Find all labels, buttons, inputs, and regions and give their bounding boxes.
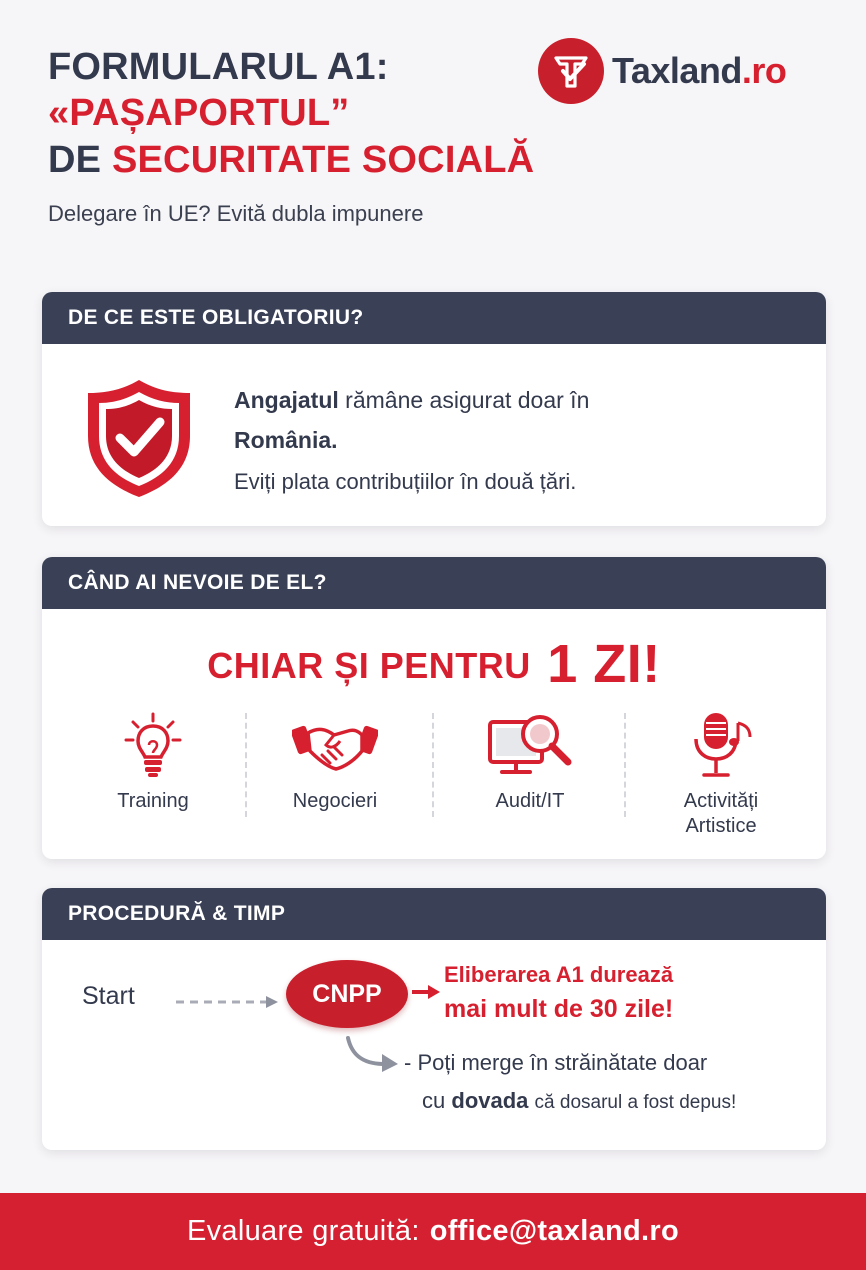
- use-case-label-line: Artistice: [685, 815, 757, 837]
- travel-note: [404, 1044, 736, 1122]
- microphone-music-icon: [626, 707, 816, 783]
- handshake-icon: [240, 707, 430, 783]
- use-case-label: [626, 789, 816, 839]
- shield-check-icon: [82, 376, 196, 505]
- procedure-card: [42, 888, 826, 1150]
- procedure-heading: PROCEDURĂ & TIMP: [42, 888, 826, 940]
- callout-text: CHIAR ȘI PENTRU: [207, 645, 531, 686]
- use-case-negotiations: [240, 707, 430, 814]
- why-bold-romania: România.: [234, 427, 338, 453]
- cnpp-badge: CNPP: [286, 960, 408, 1028]
- release-line-2: mai mult de 30 zile!: [444, 995, 674, 1023]
- use-cases: [42, 707, 826, 847]
- subtitle: Delegare în UE? Evită dubla impunere: [48, 201, 424, 227]
- lightbulb-icon: [58, 707, 248, 783]
- footer-email-link[interactable]: office@taxland.ro: [429, 1215, 679, 1247]
- use-case-training: [58, 707, 248, 814]
- footer-label: Evaluare gratuită:: [186, 1215, 420, 1247]
- title-highlight: SECURITATE SOCIALĂ: [111, 138, 535, 181]
- curved-arrow-icon: [344, 1034, 404, 1079]
- note-line-2: [404, 1082, 736, 1122]
- logo-wordmark: [612, 50, 786, 92]
- use-case-label: Negocieri: [292, 790, 378, 812]
- t-check-logo-icon: [538, 38, 604, 104]
- monitor-magnifier-icon: [435, 707, 625, 783]
- one-day-callout: [42, 633, 826, 695]
- note-bold: dovada: [451, 1088, 529, 1113]
- why-text-2: Eviți plata contribuțiilor în două țări.: [234, 469, 577, 494]
- divider: [432, 713, 434, 817]
- page-title-line-3: [48, 137, 648, 183]
- red-arrow-icon: [412, 984, 442, 1005]
- note-line-1: - Poți merge în străinătate doar: [404, 1050, 708, 1075]
- note-text-small: că dosarul a fost depus!: [534, 1092, 737, 1113]
- callout-number: 1 ZI!: [547, 634, 661, 694]
- use-case-label: Training: [117, 790, 189, 812]
- logo-name: Taxland: [612, 50, 742, 91]
- footer-cta[interactable]: [0, 1193, 866, 1270]
- use-case-label-line: Activități: [683, 790, 759, 812]
- release-line-1: Eliberarea A1 durează: [444, 962, 674, 987]
- page-title-line-2: «PAȘAPORTUL”: [48, 92, 350, 135]
- title-prefix: DE: [48, 138, 102, 181]
- use-case-label: Audit/IT: [495, 790, 565, 812]
- why-text: [234, 380, 794, 502]
- note-text: cu: [422, 1088, 446, 1113]
- dashed-arrow-icon: [174, 994, 282, 1015]
- why-bold-employee: Angajatul: [234, 387, 339, 413]
- release-warning: [444, 958, 673, 1026]
- brand-logo[interactable]: [538, 38, 786, 104]
- why-text-1: rămâne asigurat doar în: [345, 387, 590, 413]
- when-heading: CÂND AI NEVOIE DE EL?: [42, 557, 826, 609]
- use-case-artistic: [626, 707, 816, 839]
- why-heading: DE CE ESTE OBLIGATORIU?: [42, 292, 826, 344]
- use-case-label-line: [626, 789, 816, 839]
- use-case-audit-it: [435, 707, 625, 814]
- start-label: Start: [82, 982, 135, 1010]
- page-title-line-1: FORMULARUL A1:: [48, 46, 389, 88]
- when-card: [42, 557, 826, 859]
- why-card: [42, 292, 826, 526]
- logo-tld: .ro: [741, 50, 787, 91]
